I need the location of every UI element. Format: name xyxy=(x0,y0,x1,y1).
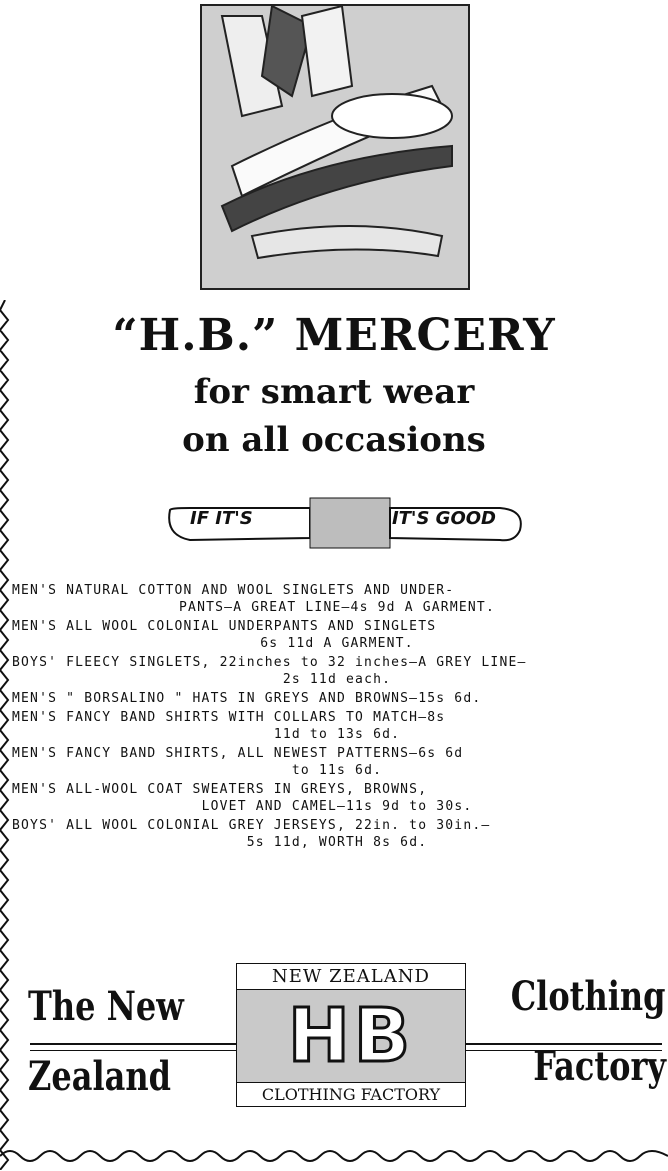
item-price-line: 6s 11d A GARMENT. xyxy=(260,636,414,651)
price-list xyxy=(12,582,662,853)
item-line: BOYS' FLEECY SINGLETS, 22inches to 32 inches—A GREY LINE— xyxy=(12,655,527,670)
item-price-line: 11d to 13s 6d. xyxy=(273,727,401,742)
slogan-scroll xyxy=(160,490,530,556)
price-item xyxy=(12,654,662,688)
item-line: BOYS' ALL WOOL COLONIAL GREY JERSEYS, 22in. to 30in.— xyxy=(12,818,491,833)
item-line: MEN'S ALL-WOOL COAT SWEATERS IN GREYS, BROWNS, xyxy=(12,782,428,797)
price-item xyxy=(12,690,662,707)
bottom-ornament-border xyxy=(0,1146,668,1166)
hb-logo xyxy=(236,963,466,1107)
item-line: MEN'S ALL WOOL COLONIAL UNDERPANTS AND SINGLETS xyxy=(12,619,437,634)
footer-right-line-2: Factory xyxy=(533,1043,666,1090)
price-item xyxy=(12,618,662,652)
item-price-line: LOVET AND CAMEL—11s 9d to 30s. xyxy=(201,799,473,814)
slogan-left-text: IF IT'S xyxy=(190,508,253,529)
item-line: MEN'S FANCY BAND SHIRTS, ALL NEWEST PATTERNS—6s 6d xyxy=(12,746,464,761)
footer-left-line-2: Zealand xyxy=(28,1053,171,1100)
item-line: MEN'S " BORSALINO " HATS IN GREYS AND BROWNS—15s 6d. xyxy=(12,691,482,706)
footer-right-line-1: Clothing xyxy=(511,973,666,1020)
ties-drawing xyxy=(202,6,468,288)
item-price-line: 2s 11d each. xyxy=(282,672,392,687)
logo-top-text: NEW ZEALAND xyxy=(237,964,465,990)
price-item xyxy=(12,745,662,779)
logo-monogram-text: HB xyxy=(287,993,415,1079)
logo-bottom-text: CLOTHING FACTORY xyxy=(237,1082,465,1106)
slogan-right-text: IT'S GOOD xyxy=(391,508,496,529)
item-price-line: 5s 11d, WORTH 8s 6d. xyxy=(246,835,428,850)
footer-left-line-1: The New xyxy=(28,983,184,1030)
headline-subtitle-2: on all occasions xyxy=(182,420,486,460)
logo-monogram xyxy=(237,990,465,1082)
item-price-line: PANTS—A GREAT LINE—4s 9d A GARMENT. xyxy=(179,600,495,615)
ties-illustration xyxy=(200,4,470,290)
item-line: MEN'S FANCY BAND SHIRTS WITH COLLARS TO MATCH—8s xyxy=(12,710,446,725)
left-ornament-border xyxy=(0,300,10,1170)
headline-title: “H.B.” MERCERY xyxy=(112,310,556,361)
price-item xyxy=(12,582,662,616)
price-item xyxy=(12,817,662,851)
price-item xyxy=(12,781,662,815)
item-line: MEN'S NATURAL COTTON AND WOOL SINGLETS AND UNDER- xyxy=(12,583,455,598)
headline-subtitle: for smart wear xyxy=(193,372,475,412)
price-item xyxy=(12,709,662,743)
item-price-line: to 11s 6d. xyxy=(291,763,383,778)
